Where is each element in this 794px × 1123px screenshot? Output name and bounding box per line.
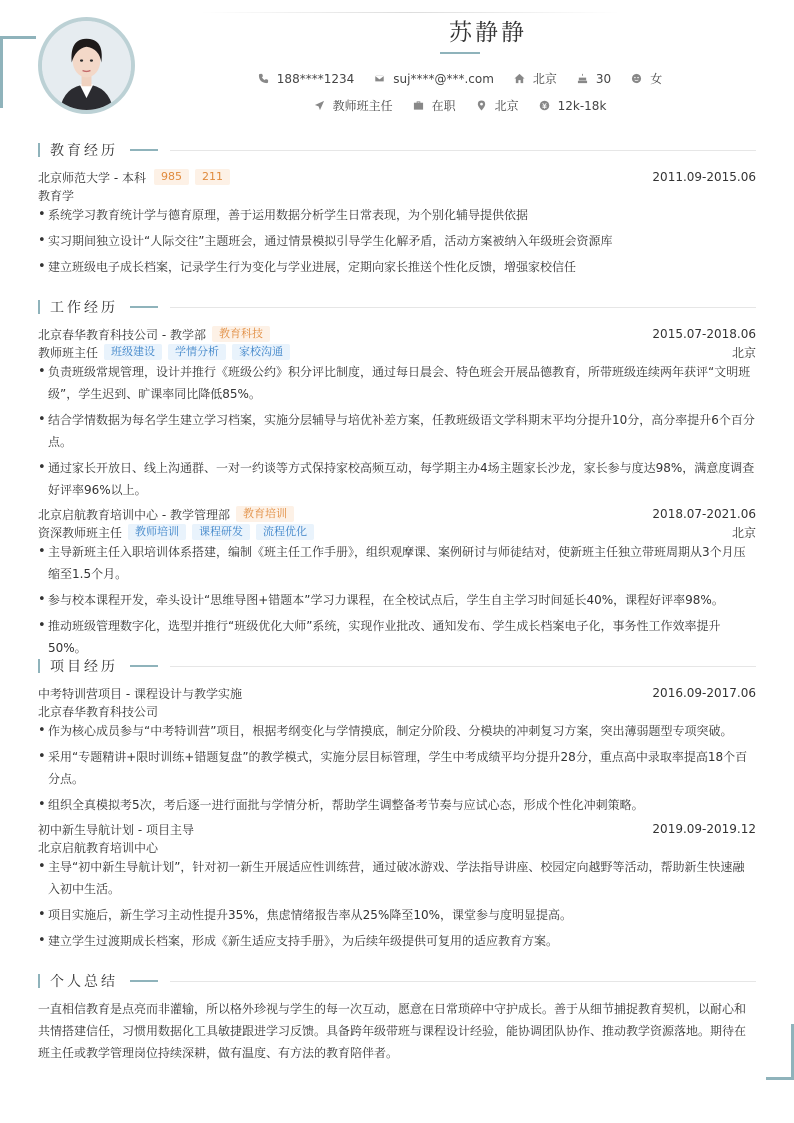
- work-role: 教师班主任: [38, 345, 99, 360]
- project-bullet: • 主导“初中新生导航计划”，针对初一新生开展适应性训练营，通过破冰游戏、学法指导讲座、校园定向越野等活动，帮助新生快速融入初中生活。: [38, 856, 756, 900]
- education-bullet: • 建立班级电子成长档案，记录学生行为变化与学业进展，定期向家长推送个性化反馈，增强家校信任: [38, 256, 756, 278]
- salary-text: 12k-18k: [557, 98, 607, 113]
- education-school: 北京师范大学 - 本科: [38, 170, 146, 185]
- section-divider: [170, 981, 756, 982]
- project-org: 北京启航教育培训中心: [38, 840, 159, 855]
- project-bullet: • 作为核心成员参与“中考特训营”项目，根据考纲变化与学情摸底，制定分阶段、分模块的冲刺复习方案，突出薄弱题型专项突破。: [38, 720, 756, 742]
- section-marker: [38, 974, 40, 988]
- home-item: [514, 70, 557, 87]
- corner-decoration-bottom-right: [766, 1024, 794, 1080]
- work-header: [38, 325, 756, 343]
- location-icon: [476, 100, 487, 111]
- gender-icon: [631, 73, 642, 84]
- section-label: 个人总结: [50, 974, 118, 990]
- salary-item: [539, 99, 607, 113]
- project-org-row: [38, 838, 756, 856]
- work-city: 北京: [731, 345, 756, 360]
- phone-icon: [258, 73, 269, 84]
- section-accent-line: [130, 665, 158, 667]
- header-top-line: [200, 12, 620, 13]
- avatar-portrait: [42, 21, 131, 110]
- work-industry-tag: 教育科技: [212, 326, 270, 342]
- work-header: [38, 505, 756, 523]
- section-marker: [38, 659, 40, 673]
- corner-decoration-top-left: [0, 36, 36, 108]
- education-date: 2011.09-2015.06: [652, 170, 756, 184]
- work-date: 2018.07-2021.06: [652, 507, 756, 521]
- work-date: 2015.07-2018.06: [652, 327, 756, 341]
- section-title-projects: [38, 656, 756, 676]
- location-item: [476, 97, 519, 114]
- education-bullet: • 实习期间独立设计“人际交往”主题班会，通过情景模拟引导学生化解矛盾，活动方案被纳入年级班会资源库: [38, 230, 756, 252]
- email-text: suj****@***.com: [393, 71, 494, 86]
- salary-icon: [539, 100, 550, 111]
- work-skill-tag: 家校沟通: [232, 344, 290, 360]
- section-divider: [170, 150, 756, 151]
- work-role-row: [38, 523, 756, 541]
- education-major-row: [38, 186, 756, 204]
- section-title-summary: [38, 971, 756, 991]
- status-item: [413, 97, 456, 114]
- name-underline: [440, 52, 480, 54]
- work-role-row: [38, 343, 756, 361]
- work-skill-tag: 学情分析: [168, 344, 226, 360]
- project-bullet: • 采用“专题精讲+限时训练+错题复盘”的教学模式，实施分层目标管理，学生中考成绩平均分提升28分，重点高中录取率提高18个百分点。: [38, 746, 756, 790]
- section-accent-line: [130, 980, 158, 982]
- education-tag: 985: [154, 169, 189, 185]
- section-divider: [170, 307, 756, 308]
- section-title-education: [38, 140, 756, 160]
- status-text: 在职: [431, 99, 456, 113]
- section-marker: [38, 300, 40, 314]
- location-text: 北京: [494, 99, 519, 113]
- project-org: 北京春华教育科技公司: [38, 704, 159, 719]
- gender-text: 女: [650, 72, 663, 86]
- avatar: [38, 17, 135, 114]
- work-skill-tag: 流程优化: [256, 524, 314, 540]
- project-bullet: • 组织全真模拟考5次，考后逐一进行面批与学情分析，帮助学生调整备考节奏与应试心态，形成个性化冲刺策略。: [38, 794, 756, 816]
- work-industry-tag: 教育培训: [236, 506, 294, 522]
- position-text: 教师班主任: [332, 99, 393, 113]
- age-item: [577, 72, 611, 86]
- section-accent-line: [130, 149, 158, 151]
- project-date: 2016.09-2017.06: [652, 686, 756, 700]
- work-bullet: • 参与校本课程开发，牵头设计“思维导图+错题本”学习力课程，在全校试点后，学生自主学习时间延长40%，课程好评率98%。: [38, 589, 756, 611]
- phone-text: 188****1234: [276, 71, 355, 86]
- work-bullet: • 推动班级管理数字化，选型并推行“班级优化大师”系统，实现作业批改、通知发布、学生成长档案电子化，事务性工作效率提升50%。: [38, 615, 756, 659]
- work-bullet: • 负责班级常规管理，设计并推行《班级公约》积分评比制度，通过每日晨会、特色班会开展品德教育，所带班级连续两年获评“文明班级”，学生迟到、旷课率同比降低85%。: [38, 361, 756, 405]
- work-company: 北京启航教育培训中心 - 教学管理部: [38, 507, 230, 522]
- project-header: [38, 820, 756, 838]
- section-accent-line: [130, 306, 158, 308]
- candidate-name: 苏静静: [449, 20, 527, 46]
- section-marker: [38, 143, 40, 157]
- gender-item: [631, 70, 662, 87]
- project-title: 初中新生导航计划 - 项目主导: [38, 822, 194, 837]
- age-icon: [577, 73, 588, 84]
- project-header: [38, 684, 756, 702]
- job-info-row: [200, 97, 720, 114]
- education-header: [38, 168, 756, 186]
- work-bullet: • 结合学情数据为每名学生建立学习档案，实施分层辅导与培优补差方案，任教班级语文学科期末平均分提升10分，高分率提升6个百分点。: [38, 409, 756, 453]
- project-org-row: [38, 702, 756, 720]
- email-icon: [374, 73, 385, 84]
- work-skill-tag: 教师培训: [128, 524, 186, 540]
- summary-text: 一直相信教育是点亮而非灌输，所以格外珍视与学生的每一次互动，愿意在日常琐碎中守护成长。善于从细节捕捉教育契机，以耐心和共情搭建信任，习惯用数据化工具敏捷跟进学习反馈。具备跨年级带班与课程设计经验，能协调团队协作、推动教学资源落地。期待在班主任或教学管理岗位持续深耕，做有温度、有方法的教育陪伴者。: [38, 1002, 747, 1060]
- section-title-work: [38, 297, 756, 317]
- position-icon: [314, 100, 325, 111]
- education-tag: 211: [195, 169, 230, 185]
- contact-info-row: [200, 70, 720, 87]
- home-icon: [514, 73, 525, 84]
- project-title: 中考特训营项目 - 课程设计与教学实施: [38, 686, 242, 701]
- home-text: 北京: [532, 72, 557, 86]
- position-item: [314, 97, 393, 114]
- section-divider: [170, 666, 756, 667]
- age-text: 30: [595, 71, 612, 86]
- work-skill-tag: 班级建设: [104, 344, 162, 360]
- education-bullet: • 系统学习教育统计学与德育原理，善于运用数据分析学生日常表现，为个别化辅导提供依据: [38, 204, 756, 226]
- project-date: 2019.09-2019.12: [652, 822, 756, 836]
- work-company: 北京春华教育科技公司 - 教学部: [38, 327, 206, 342]
- work-bullet: • 通过家长开放日、线上沟通群、一对一约谈等方式保持家校高频互动，每学期主办4场主题家长沙龙，家长参与度达98%，满意度调查好评率96%以上。: [38, 457, 756, 501]
- section-label: 教育经历: [50, 143, 118, 159]
- section-label: 工作经历: [50, 300, 118, 316]
- work-skill-tag: 课程研发: [192, 524, 250, 540]
- work-city: 北京: [731, 525, 756, 540]
- phone-item: [258, 72, 354, 86]
- status-icon: [413, 100, 424, 111]
- project-bullet: • 建立学生过渡期成长档案，形成《新生适应支持手册》，为后续年级提供可复用的适应教育方案。: [38, 930, 756, 952]
- work-bullet: • 主导新班主任入职培训体系搭建，编制《班主任工作手册》，组织观摩课、案例研讨与师徒结对，使新班主任独立带班周期从3个月压缩至1.5个月。: [38, 541, 756, 585]
- section-label: 项目经历: [50, 659, 118, 675]
- work-role: 资深教师班主任: [38, 525, 123, 540]
- education-major: 教育学: [38, 188, 75, 203]
- email-item: [374, 72, 494, 86]
- project-bullet: • 项目实施后，新生学习主动性提升35%，焦虑情绪报告率从25%降至10%，课堂参与度明显提高。: [38, 904, 756, 926]
